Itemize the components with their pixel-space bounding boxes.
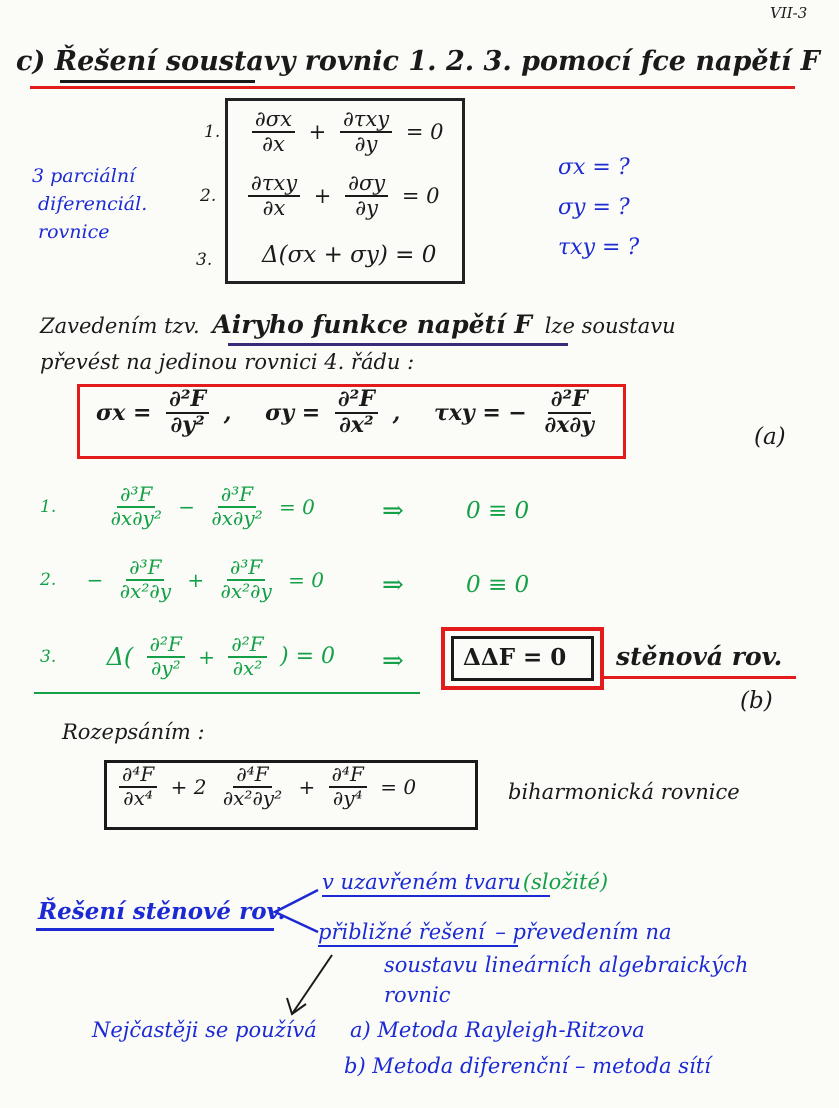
airy-definition [92,388,600,438]
branch-2 [318,920,672,944]
tag-b: (b) [740,688,773,714]
eq1-number: 1. [204,121,221,142]
sigma-x-den: ∂y² [170,411,205,438]
check-3 [36,634,339,679]
check1-frac-a-num: ∂³F [117,484,155,508]
check2-frac-a-num: ∂³F [126,557,164,581]
check3-frac-b-den: ∂x² [232,655,263,680]
eq1-frac-a-num: ∂σx [252,108,295,133]
branch-2-line-2: soustavu lineárních algebraických [384,953,749,977]
check2-lead-minus: − [86,567,104,592]
biharmonic-label: biharmonická rovnice [508,780,740,804]
bih-plus: + [298,774,316,799]
check1-frac-a-den: ∂x∂y² [110,505,162,530]
eq1-frac-a-den: ∂x [262,131,285,156]
check3-close: ) = 0 [280,644,335,670]
sigma-x-num: ∂²F [166,388,209,414]
equation-3-number: 3. [196,250,213,270]
eq2-frac-a-num: ∂τxy [248,172,300,197]
check3-plus: + [198,644,216,669]
green-underline [34,692,420,694]
intro-post: lze soustavu [544,314,676,338]
branch-2-rest: – převedením na [495,920,672,944]
check1-minus: − [178,494,195,519]
branch-1-note: (složité) [522,870,609,894]
equation-2 [196,172,443,219]
side-label [32,162,147,246]
reseni-title: Řešení stěnové rov. [38,898,286,925]
eq2-frac-a-den: ∂x [262,195,286,220]
reseni-title-underline [36,928,274,931]
check3-arrow: ⇒ [382,646,404,676]
result-label: stěnová rov. [616,642,783,671]
bih-frac-a-den: ∂x⁴ [123,785,153,810]
side-label-line-2: diferenciál. [38,193,148,215]
tag-a: (a) [754,424,786,450]
rozepsanim: Rozepsáním : [62,720,205,744]
branch-2-text: přibližné řešení [318,920,485,944]
intro-line-2: převést na jedinou rovnici 4. řádu : [40,350,415,374]
check2-number: 2. [40,569,57,590]
result-equation: ΔΔF = 0 [463,644,567,671]
eq1-frac-b-num: ∂τxy [340,108,392,133]
tau-xy-num: ∂²F [548,388,591,414]
method-a: a) Metoda Rayleigh-Ritzova [350,1018,645,1042]
bih-plus-2: + 2 [170,774,207,799]
check1-number: 1. [40,496,57,517]
intro-airy: Airyho funkce napětí F [212,310,533,339]
eq2-plus: + [313,183,332,208]
biharmonic-equation [116,764,420,809]
heading-pomoci: pomocí [521,46,632,77]
heading-underline-black [60,80,255,83]
unknowns [558,148,639,268]
bih-frac-c-den: ∂y⁴ [332,785,363,810]
sigma-y-num: ∂²F [335,388,378,414]
intro-pre: Zavedením tzv. [40,314,200,338]
comma-2: , [392,399,401,426]
check3-frac-b-num: ∂²F [228,634,266,658]
heading-soustavy: soustavy rovnic 1. 2. 3. [165,46,512,77]
check2-result: 0 ≡ 0 [466,572,530,598]
branch-2-underline [318,945,518,947]
branch-1 [322,870,608,894]
check2-plus: + [187,567,205,592]
intro-line-1 [40,310,676,339]
equation-3: Δ(σx + σy) = 0 [262,242,437,268]
heading-fce-napeti: fce napětí F [640,46,820,77]
check3-frac-a-num: ∂²F [147,634,185,658]
check2-frac-b-den: ∂x²∂y [220,578,272,603]
check-2 [36,557,328,602]
most-used: Nejčastěji se používá [92,1018,317,1042]
check1-arrow: ⇒ [382,496,404,526]
branch-1-text: v uzavřeném tvaru [322,870,521,894]
heading-prefix: c) [16,46,46,77]
heading-underline-red [30,86,795,89]
eq2-frac-b-num: ∂σy [345,172,388,197]
eq2-equals: = 0 [401,183,440,208]
bih-frac-b-den: ∂x²∂y² [222,785,283,810]
check3-frac-a-den: ∂y² [150,655,181,680]
bih-frac-b-num: ∂⁴F [233,764,271,788]
unknown-sigma-x: σx = ? [558,155,630,180]
check-1 [36,484,319,529]
side-label-line-3: rovnice [38,221,110,243]
bih-frac-c-num: ∂⁴F [329,764,367,788]
check1-frac-b-den: ∂x∂y² [211,505,263,530]
check3-open: Δ( [106,642,134,671]
result-label-underline [604,676,796,679]
check1-frac-b-num: ∂³F [218,484,256,508]
check1-equals: = 0 [279,494,315,519]
check1-result: 0 ≡ 0 [466,498,530,524]
sigma-y-den: ∂x² [339,411,374,438]
eq2-frac-b-den: ∂y [355,195,378,220]
comma-1: , [223,399,232,426]
branch-1-underline [322,895,550,897]
sigma-x-lhs: σx = [96,399,152,426]
unknown-sigma-y: σy = ? [558,195,630,220]
eq1-plus: + [308,119,327,144]
check3-number: 3. [40,646,57,667]
bih-frac-a-num: ∂⁴F [119,764,157,788]
sigma-y-lhs: σy = [265,399,321,426]
pointer-line-icon [292,955,332,1014]
branch-2-line-3: rovnic [384,983,451,1007]
check2-frac-a-den: ∂x²∂y [119,578,171,603]
eq2-number: 2. [200,185,217,206]
tau-xy-den: ∂x∂y [544,411,594,438]
bih-equals: = 0 [380,774,417,799]
tau-xy-lhs: τxy = − [433,399,527,426]
eq1-frac-b-den: ∂y [354,131,378,156]
side-label-line-1: 3 parciální [32,165,136,187]
unknown-tau-xy: τxy = ? [558,235,640,260]
check2-equals: = 0 [288,567,324,592]
page-number: VII-3 [770,4,808,22]
equation-1 [200,108,447,155]
eq1-equals: = 0 [405,119,444,144]
check2-arrow: ⇒ [382,570,404,600]
check2-frac-b-num: ∂³F [227,557,265,581]
heading-word-reseni: Řešení [54,46,157,77]
method-b: b) Metoda diferenční – metoda sítí [344,1054,711,1078]
section-heading [16,46,820,77]
pointer-arrowhead-icon [287,998,306,1014]
airy-underline [228,343,568,346]
